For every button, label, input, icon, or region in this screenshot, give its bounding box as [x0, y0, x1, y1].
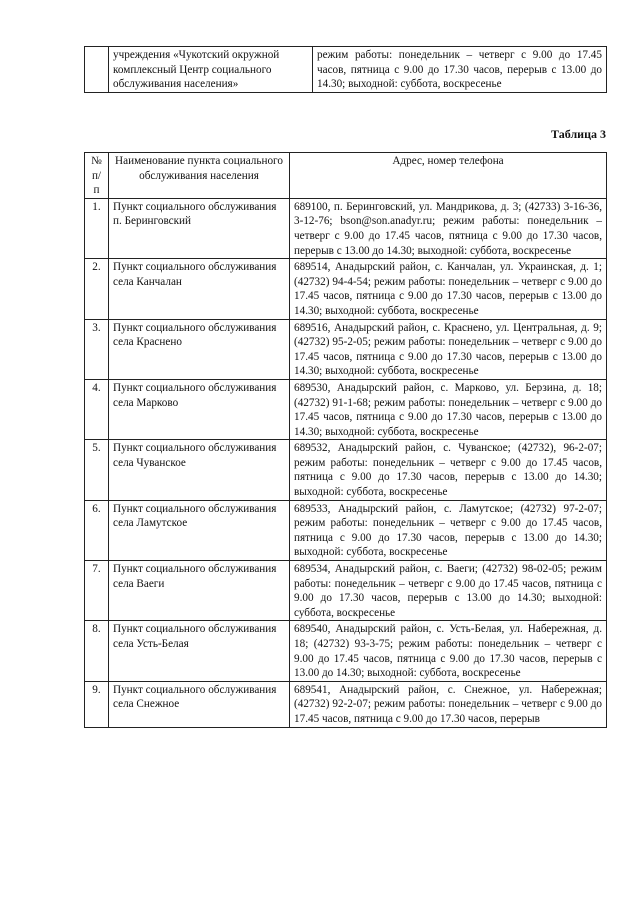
row-number-cell: 1. [85, 198, 109, 258]
table-row [85, 561, 607, 621]
table-row [85, 198, 607, 258]
address-cell: 689534, Анадырский район, с. Ваеги; (42732) 98-02-05; режим работы: понедельник – четверг с 9.00 до 17.45 часов, пятница с 9.00 до 17.30 часов, перерыв с 13.00 до 14.30; выходной: суббота, воскресенье [290, 561, 607, 621]
table-row [85, 681, 607, 727]
address-cell: 689532, Анадырский район, с. Чуванское; (42732), 96-2-07; режим работы: понедельник – четверг с 9.00 до 17.45 часов, пятница с 9.00 до 17.30 часов, перерыв с 13.00 до 14.30; выходной: суббота, воскресенье [290, 440, 607, 500]
table-row [85, 621, 607, 681]
row-number-cell: 7. [85, 561, 109, 621]
table-row [85, 500, 607, 560]
service-point-name-cell: Пункт социального обслуживания села Краснено [109, 319, 290, 379]
row-number-cell: 2. [85, 259, 109, 319]
service-point-name-cell: Пункт социального обслуживания села Ваеги [109, 561, 290, 621]
address-cell: режим работы: понедельник – четверг с 9.00 до 17.45 часов, пятница с 9.00 до 17.30 часов, перерыв с 13.00 до 14.30; выходной: суббота, воскресенье [313, 47, 607, 93]
service-point-name-cell: Пункт социального обслуживания села Канчалан [109, 259, 290, 319]
row-number-cell: 4. [85, 379, 109, 439]
table-row [85, 379, 607, 439]
table-row [85, 319, 607, 379]
social-service-points-table [84, 152, 607, 728]
service-point-name-cell: Пункт социального обслуживания села Ламутское [109, 500, 290, 560]
address-cell: 689540, Анадырский район, с. Усть-Белая, ул. Набережная, д. 18; (42732) 93-3-75; режим работы: понедельник – четверг с 9.00 до 17.45 часов, пятница с 9.00 до 17.30 часов, перерыв с 13.00 до 14.30; выходной: суббота, воскресенье [290, 621, 607, 681]
address-cell: 689541, Анадырский район, с. Снежное, ул. Набережная; (42732) 92-2-07; режим работы: понедельник – четверг с 9.00 до 17.45 часов, пятница с 9.00 до 17.30 часов, перерыв [290, 681, 607, 727]
continued-table [84, 46, 607, 93]
service-point-name-cell: Пункт социального обслуживания села Снежное [109, 681, 290, 727]
address-cell: 689514, Анадырский район, с. Канчалан, ул. Украинская, д. 1; (42732) 94-4-54; режим работы: понедельник – четверг с 9.00 до 17.45 часов, пятница с 9.00 до 17.30 часов, перерыв с 13.00 до 14.30; выходной: суббота, воскресенье [290, 259, 607, 319]
service-point-name-cell: Пункт социального обслуживания села Чуванское [109, 440, 290, 500]
header-name: Наименование пункта социального обслуживания населения [109, 153, 290, 199]
row-number-cell: 9. [85, 681, 109, 727]
table-body [85, 198, 607, 727]
address-cell: 689533, Анадырский район, с. Ламутское; (42732) 97-2-07; режим работы: понедельник – четверг с 9.00 до 17.45 часов, пятница с 9.00 до 17.30 часов, перерыв с 13.00 до 14.30; выходной: суббота, воскресенье [290, 500, 607, 560]
address-cell: 689530, Анадырский район, с. Марково, ул. Берзина, д. 18; (42732) 91-1-68; режим работы: понедельник – четверг с 9.00 до 17.45 часов, пятница с 9.00 до 17.30 часов, перерыв с 13.00 до 14.30; выходной: суббота, воскресенье [290, 379, 607, 439]
table-row [85, 47, 607, 93]
address-cell: 689100, п. Беринговский, ул. Мандрикова, д. 3; (42733) 3-16-36, 3-12-76; bson@son.anadyr.ru; режим работы: понедельник – четверг с 9.00 до 17.45 часов, пятница с 9.00 до 17.30 часов, перерыв с 13.00 до 14.30; выходной: суббота, воскресенье [290, 198, 607, 258]
service-point-name-cell: Пункт социального обслуживания п. Беринговский [109, 198, 290, 258]
row-number-cell: 6. [85, 500, 109, 560]
row-number-cell: 3. [85, 319, 109, 379]
institution-name-cell: учреждения «Чукотский окружной комплексный Центр социального обслуживания населения» [109, 47, 313, 93]
table-header-row [85, 153, 607, 199]
service-point-name-cell: Пункт социального обслуживания села Марково [109, 379, 290, 439]
row-number-cell [85, 47, 109, 93]
header-number: № п/п [85, 153, 109, 199]
header-address: Адрес, номер телефона [290, 153, 607, 199]
service-point-name-cell: Пункт социального обслуживания села Усть-Белая [109, 621, 290, 681]
address-cell: 689516, Анадырский район, с. Краснено, ул. Центральная, д. 9; (42732) 95-2-05; режим работы: понедельник – четверг с 9.00 до 17.45 часов, пятница с 9.00 до 17.30 часов, перерыв с 13.00 до 14.30; выходной: суббота, воскресенье [290, 319, 607, 379]
table-row [85, 440, 607, 500]
row-number-cell: 8. [85, 621, 109, 681]
row-number-cell: 5. [85, 440, 109, 500]
table-caption: Таблица 3 [551, 127, 606, 141]
table-row [85, 259, 607, 319]
